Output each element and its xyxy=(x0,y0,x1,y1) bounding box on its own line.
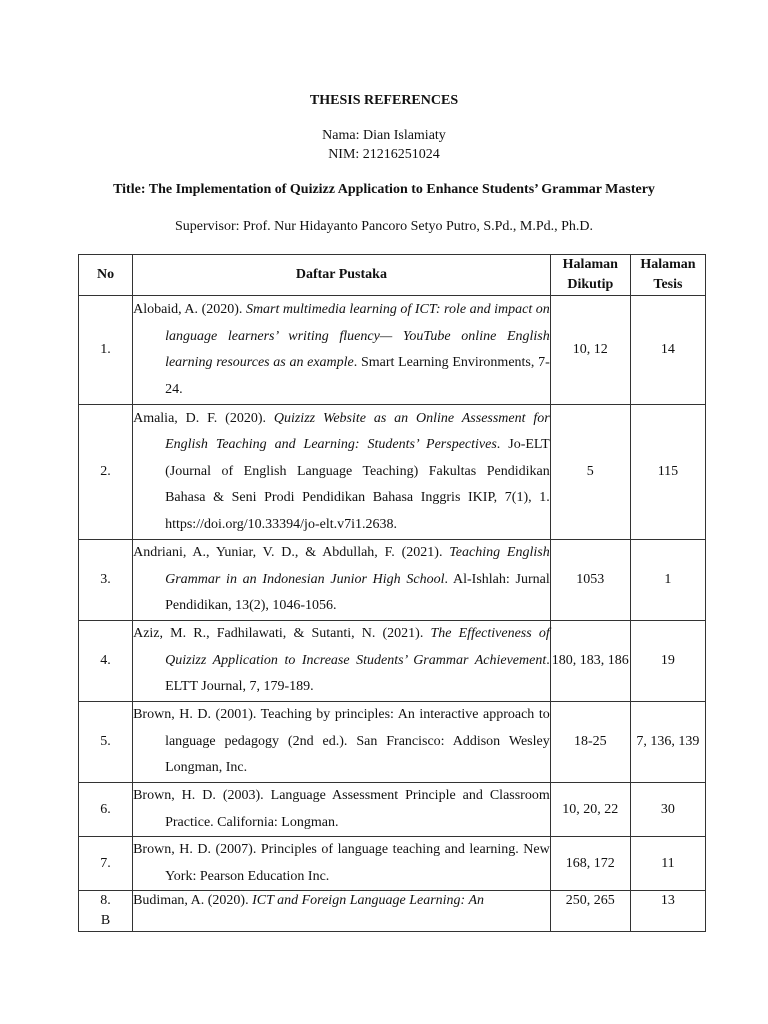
thesis-pages: 115 xyxy=(630,405,705,540)
pages-cited: 18-25 xyxy=(550,702,630,783)
reference-text: Aziz, M. R., Fadhilawati, & Sutanti, N. (2021). xyxy=(133,626,431,642)
reference-title: ICT and Foreign Language Learning: An xyxy=(252,893,484,908)
supervisor-line: Supervisor: Prof. Nur Hidayanto Pancoro Setyo Putro, S.Pd., M.Pd., Ph.D. xyxy=(174,219,594,234)
pages-cited: 10, 20, 22 xyxy=(550,783,630,837)
header-halaman-tesis xyxy=(630,255,705,296)
table-row xyxy=(79,405,706,540)
header-daftar-pustaka: Daftar Pustaka xyxy=(133,255,551,296)
reference-source: . Al-Ishlah: Jurnal Pendidikan, 13(2), 1046-1056. xyxy=(165,571,550,614)
reference-cell xyxy=(133,405,551,540)
reference-title: Quizizz Website as an Online Assessment for English Teaching and Learning: Students’ Perspectives xyxy=(165,410,550,453)
reference-title: Smart multimedia learning of ICT: role and impact on language learners’ writing fluency— YouTube online English learning resources as an example xyxy=(165,302,550,370)
reference-text: Alobaid, A. (2020). xyxy=(133,302,246,317)
reference-text: Brown, H. D. (2003). Language Assessment Principle and Classroom Practice. California: Longman. xyxy=(133,788,550,830)
thesis-pages: 14 xyxy=(630,296,705,405)
header-no: No xyxy=(79,255,133,296)
header-halaman-tesis-line2: Tesis xyxy=(653,277,683,292)
student-nim: NIM: 21216251024 xyxy=(328,147,440,162)
reference-source: . Jo-ELT (Journal of English Language Teaching) Fakultas Pendidikan Bahasa & Seni Prodi Pendidikan Bahasa Inggris IKIP, 7(1), 1. https://doi.org/10.33394/jo-elt.v7i1.2638. xyxy=(165,437,550,532)
table-row xyxy=(79,702,706,783)
reference-cell xyxy=(133,540,551,621)
thesis-pages: 30 xyxy=(630,783,705,837)
table-row xyxy=(79,296,706,405)
header-halaman-dikutip xyxy=(550,255,630,296)
reference-text: Brown, H. D. (2007). Principles of language teaching and learning. New York: Pearson Education Inc. xyxy=(133,842,550,884)
reference-text: Budiman, A. (2020). xyxy=(133,893,253,908)
row-number-sub: B xyxy=(100,913,111,928)
thesis-pages: 19 xyxy=(630,621,705,702)
reference-source: . Smart Learning Environments, 7-24. xyxy=(165,355,550,397)
reference-text: Amalia, D. F. (2020). xyxy=(133,410,274,426)
student-name: Nama: Dian Islamiaty xyxy=(322,128,446,143)
thesis-pages: 7, 136, 139 xyxy=(630,702,705,783)
pages-cited: 250, 265 xyxy=(550,891,630,932)
row-number: 5. xyxy=(79,702,133,783)
row-number xyxy=(79,891,133,932)
thesis-pages: 11 xyxy=(630,837,705,891)
references-table xyxy=(78,254,706,932)
reference-cell xyxy=(133,621,551,702)
document-heading: THESIS REFERENCES xyxy=(309,93,459,108)
table-header-row xyxy=(79,255,706,296)
row-number-main: 8. xyxy=(100,893,111,908)
reference-cell xyxy=(133,783,551,837)
pages-cited: 10, 12 xyxy=(550,296,630,405)
pages-cited: 1053 xyxy=(550,540,630,621)
thesis-pages: 13 xyxy=(630,891,705,932)
reference-source: . ELTT Journal, 7, 179-189. xyxy=(165,652,550,695)
reference-cell xyxy=(133,296,551,405)
reference-title: Teaching English Grammar in an Indonesian Junior High School xyxy=(165,545,550,587)
reference-title: The Effectiveness of Quizizz Application to Increase Students’ Grammar Achievement xyxy=(165,626,550,668)
thesis-title: Title: The Implementation of Quizizz Application to Enhance Students’ Grammar Mastery xyxy=(113,182,655,197)
row-number: 1. xyxy=(79,296,133,405)
row-number: 7. xyxy=(79,837,133,891)
table-row xyxy=(79,783,706,837)
thesis-pages: 1 xyxy=(630,540,705,621)
table-row xyxy=(79,621,706,702)
reference-cell xyxy=(133,837,551,891)
header-halaman-tesis-line1: Halaman xyxy=(640,257,696,272)
pages-cited: 168, 172 xyxy=(550,837,630,891)
reference-cell xyxy=(133,702,551,783)
pages-cited: 5 xyxy=(550,405,630,540)
pages-cited: 180, 183, 186 xyxy=(550,621,630,702)
row-number: 3. xyxy=(79,540,133,621)
table-row xyxy=(79,837,706,891)
table-row xyxy=(79,891,706,932)
row-number: 4. xyxy=(79,621,133,702)
reference-text: Andriani, A., Yuniar, V. D., & Abdullah, F. (2021). xyxy=(133,545,450,561)
row-number: 2. xyxy=(79,405,133,540)
reference-cell xyxy=(133,891,551,932)
reference-text: Brown, H. D. (2001). Teaching by principles: An interactive approach to language pedagogy (2nd ed.). San Francisco: Addison Wesley Longman, Inc. xyxy=(133,707,550,776)
table-row xyxy=(79,540,706,621)
header-halaman-dikutip-line2: Dikutip xyxy=(567,277,614,292)
row-number: 6. xyxy=(79,783,133,837)
header-halaman-dikutip-line1: Halaman xyxy=(562,257,618,272)
